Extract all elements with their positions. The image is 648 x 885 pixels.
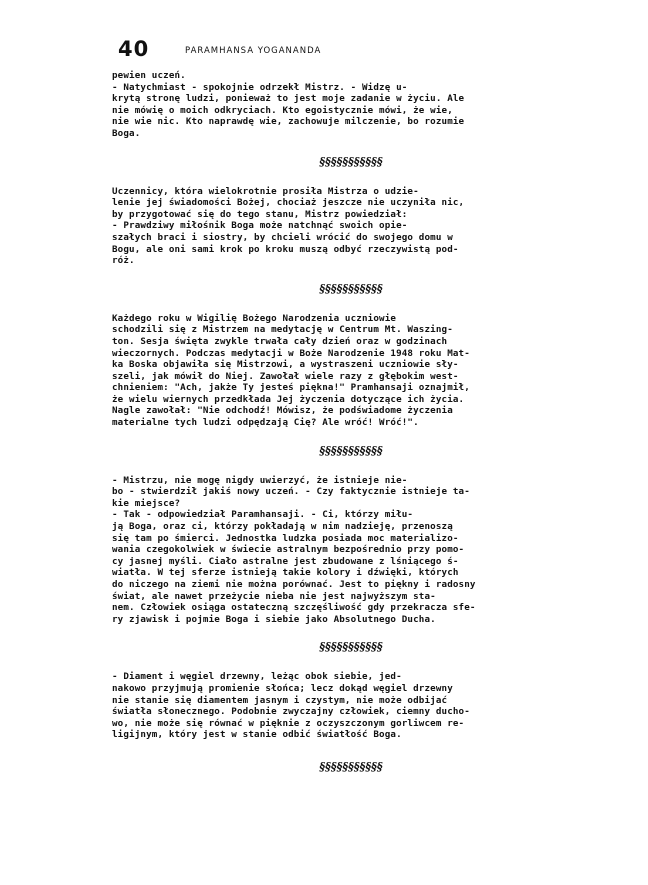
page-body bbox=[112, 70, 590, 775]
paragraph-5: - Diament i węgiel drzewny, leżąc obok siebie, jed- nakowo przyjmują promienie słońca; lecz dokąd węgiel drzewny nie stanie się diamentem jasnym i czystym, nie może odbijać światła słonecznego. Podobnie zwyczajny człowiek, ciemny ducho- wo, nie może się równać w pięknie z oczyszczonym gorliwcem re- ligijnym, który jest w stanie odbić światłość Boga. bbox=[112, 671, 470, 741]
paragraph-2: Uczennicy, która wielokrotnie prosiła Mistrza o udzie- lenie jej świadomości Bożej, chociaż jeszcze nie uczyniła nic, by przygotować się do tego stanu, Mistrz powiedział: - Prawdziwy miłośnik Boga może natchnąć swoich opie- szałych braci i siostry, by chcieli wrócić do swojego domu w Bogu, ale oni sami krok po kroku muszą odbyć rzeczywistą pod- róż. bbox=[112, 185, 465, 267]
paragraph-3: Każdego roku w Wigilię Bożego Narodzenia uczniowie schodzili się z Mistrzem na medytację w Centrum Mt. Waszing- ton. Sesja święta zwykle trwała cały dzień oraz w godzinach wieczornych. Podczas medytacji w Boże Narodzenie 1948 roku Mat- ka Boska objawiła się Mistrzowi, a wystraszeni uczniowie sły- szeli, jak mówił do Niej. Zawołał wiele razy z głębokim west- chnieniem: "Ach, jakże Ty jesteś piękna!" Pramhansaji oznajmił, że wielu wiernych przedkłada Jej życzenia dotyczące ich życia. Nagle zawołał: "Nie odchodź! Mówisz, że podświadome życzenia materialne tych ludzi odpędzają Cię? Ale wróć! Wróć!". bbox=[112, 312, 470, 429]
running-head: PARAMHANSA YOGANANDA bbox=[185, 46, 322, 56]
section-separator: §§§§§§§§§§§ bbox=[319, 154, 383, 168]
paragraph-1: pewien uczeń. - Natychmiast - spokojnie odrzekł Mistrz. - Widzę u- krytą stronę ludzi, ponieważ to jest moje zadanie w życiu. Ale nie mówię o moich odkryciach. Kto egoistycznie mówi, że wie, nie wie nic. Kto naprawdę wie, zachowuje milczenie, bo rozumie Boga. bbox=[112, 70, 465, 139]
page-number: 40 bbox=[118, 37, 150, 61]
page-header bbox=[118, 37, 588, 63]
section-separator: §§§§§§§§§§§ bbox=[319, 443, 383, 457]
paragraph-4: - Mistrzu, nie mogę nigdy uwierzyć, że istnieje nie- bo - stwierdził jakiś nowy uczeń. - Czy faktycznie istnieje ta- kie miejsce? - Tak - odpowiedział Paramhansaji. - Ci, którzy miłu- ją Boga, oraz ci, którzy pokładają w nim nadzieję, przenoszą się tam po śmierci. Jednostka ludzka posiada moc materializo- wania czegokolwiek w świecie astralnym bezpośrednio przy pomo- cy jasnej myśli. Ciało astralne jest zbudowane z lśniącego ś- wiatła. W tej sferze istnieją takie kolory i dźwięki, których do niczego na ziemi nie można porównać. Jest to piękny i radosny świat, ale nawet przeżycie nieba nie jest najwyższym sta- nem. Człowiek osiąga ostateczną szczęśliwość gdy przekracza sfe- ry zjawisk i pojmie Boga i siebie jako Absolutnego Ducha. bbox=[112, 474, 476, 625]
section-separator: §§§§§§§§§§§ bbox=[319, 281, 383, 295]
section-separator: §§§§§§§§§§§ bbox=[319, 759, 383, 773]
section-separator: §§§§§§§§§§§ bbox=[319, 640, 383, 654]
